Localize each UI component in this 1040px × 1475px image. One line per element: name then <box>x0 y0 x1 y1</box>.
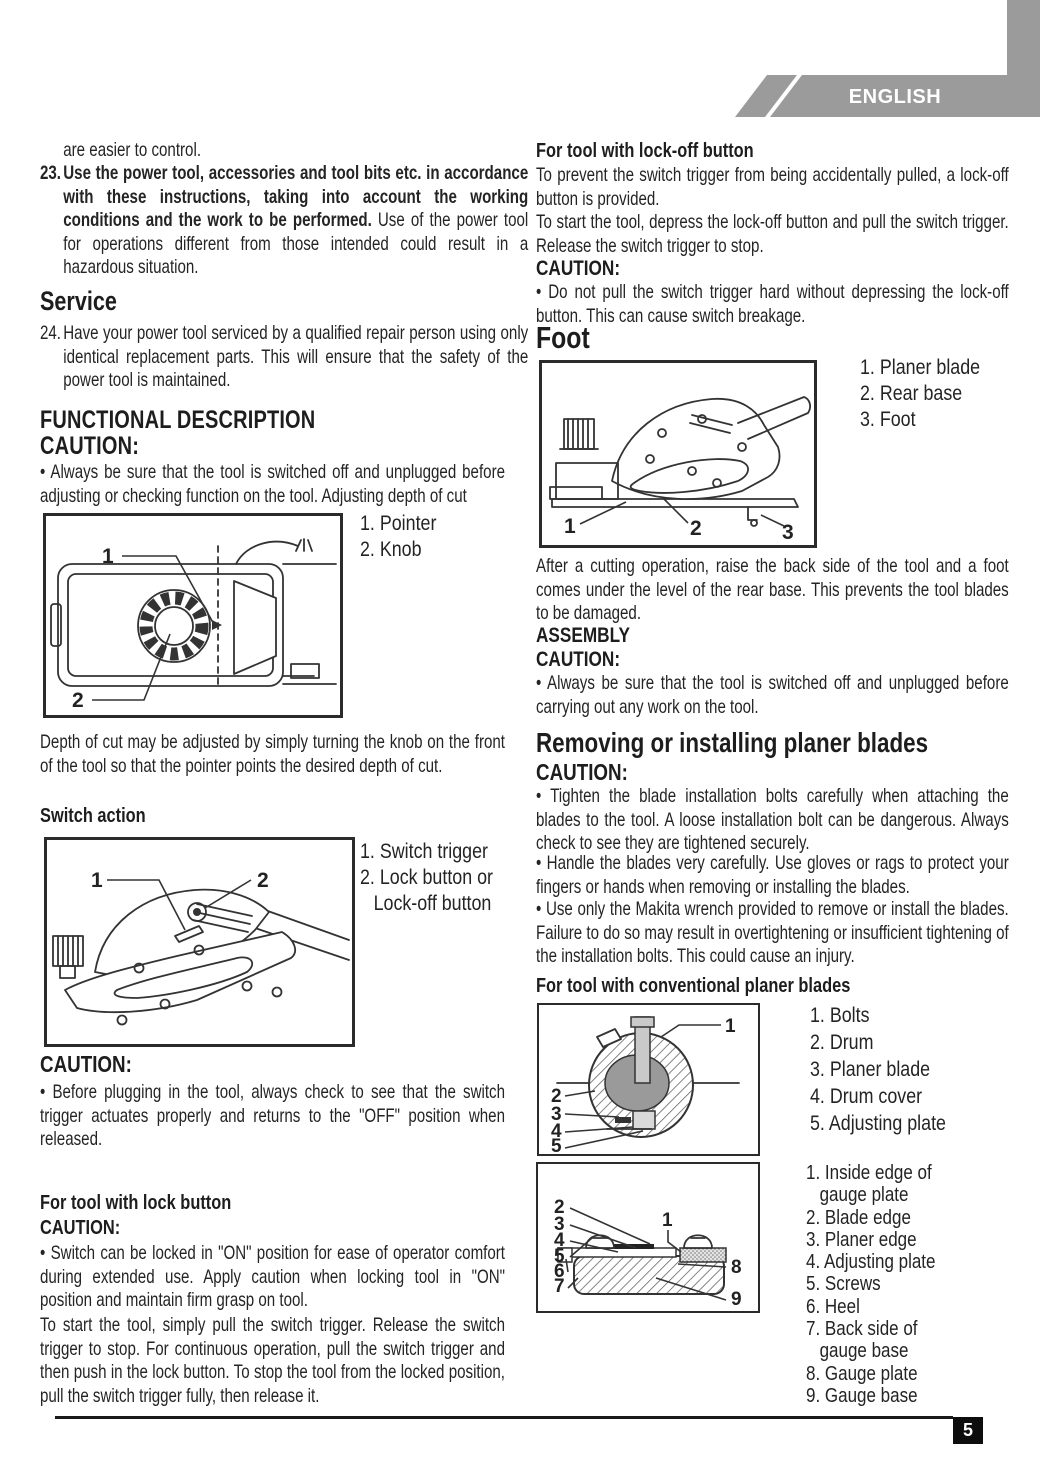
heading-caution: CAUTION: <box>40 1216 121 1239</box>
legend-line: 2. Rear base <box>860 382 963 405</box>
item-number: 24. <box>40 322 62 344</box>
heading-caution: CAUTION: <box>536 647 621 671</box>
para-bullet-tighten: • Tighten the blade installation bolts carefully when attaching the blades to the tool. A loose installation bolt can be dangerous. Always check to see they are tightened securely. <box>536 785 1009 854</box>
figure-drum <box>537 1003 760 1156</box>
planer-switch-drawing <box>47 840 352 1044</box>
legend-switch <box>360 839 493 917</box>
figure-foot <box>539 360 817 548</box>
legend-foot <box>860 355 980 433</box>
heading-foot: Foot <box>536 320 590 355</box>
para-caution-lock-on: • Switch can be locked in "ON" position for ease of operator comfort during extended use. Apply caution when locking tool in "ON" position and maintain firm grasp on tool. <box>40 1242 505 1311</box>
heading-caution: CAUTION: <box>40 1051 132 1077</box>
figure-depth-adjust <box>43 513 343 718</box>
legend-line: 9. Gauge base <box>806 1384 918 1407</box>
list-item-23 <box>40 162 528 280</box>
callout-2: 2 <box>551 1086 562 1107</box>
callout-2: 2 <box>690 517 702 540</box>
drum-drawing <box>539 1005 757 1153</box>
legend-line: 1. Pointer <box>360 512 437 535</box>
para-caution-trigger: • Before plugging in the tool, always check to see that the switch trigger actuates properly and returns to the "OFF" position when released. <box>40 1081 505 1150</box>
legend-line: 7. Back side of <box>806 1318 918 1341</box>
para-lockoff-2: To start the tool, depress the lock-off button and pull the switch trigger. Release the switch trigger to stop. <box>536 211 1009 257</box>
legend-line: 2. Drum <box>810 1031 874 1054</box>
callout-5: 5 <box>554 1246 565 1267</box>
legend-drum <box>810 1002 946 1137</box>
callout-1: 1 <box>102 545 114 568</box>
heading-caution: CAUTION: <box>40 432 140 460</box>
callout-3: 3 <box>551 1104 562 1125</box>
para-caution-assembly: • Always be sure that the tool is switched off and unplugged before carrying out any work on the tool. <box>536 672 1009 718</box>
figure-gauge <box>536 1162 760 1313</box>
callout-3: 3 <box>554 1214 565 1235</box>
heading-switch-action: Switch action <box>40 804 146 827</box>
heading-caution: CAUTION: <box>536 759 628 785</box>
para-intro: are easier to control. <box>63 139 202 161</box>
item-24-text: Have your power tool serviced by a qualified repair person using only identical replacement parts. This will ensure that the safety of the power tool is maintained. <box>63 322 529 391</box>
legend-line: 1. Bolts <box>810 1004 870 1027</box>
callout-8: 8 <box>731 1257 742 1278</box>
gauge-plate-part <box>680 1248 726 1262</box>
footer-rule <box>55 1416 953 1419</box>
legend-line: 5. Adjusting plate <box>810 1112 946 1135</box>
legend-line: 3. Planer edge <box>806 1228 917 1251</box>
para-after-cutting: After a cutting operation, raise the back side of the tool and a foot comes under the level of the rear base. This prevents the tool blades to be damaged. <box>536 555 1009 624</box>
callout-2: 2 <box>554 1197 565 1218</box>
legend-line: 3. Foot <box>860 408 916 431</box>
legend-line: 1. Planer blade <box>860 356 981 379</box>
legend-line: 1. Switch trigger <box>360 840 488 863</box>
legend-line: gauge plate <box>819 1184 909 1207</box>
legend-line: 6. Heel <box>806 1295 860 1318</box>
callout-3: 3 <box>782 521 794 544</box>
callout-2: 2 <box>257 869 269 892</box>
para-caution-adjusting: • Always be sure that the tool is switched off and unplugged before adjusting or checking function on the tool. Adjusting depth of cut <box>40 461 505 507</box>
legend-depth <box>360 511 436 563</box>
list-item-24 <box>40 322 528 393</box>
callout-2: 2 <box>72 689 84 712</box>
callout-1: 1 <box>662 1210 673 1231</box>
heading-conventional-blades: For tool with conventional planer blades <box>536 974 851 997</box>
para-depth-of-cut: Depth of cut may be adjusted by simply turning the knob on the front of the tool so that the pointer points the desired depth of cut. <box>40 731 505 777</box>
planer-front-drawing <box>46 516 340 715</box>
legend-line: 2. Lock button or <box>360 866 493 889</box>
heading-functional-description: FUNCTIONAL DESCRIPTION <box>40 406 316 434</box>
item-23-text: Use of the power tool for operations different from those intended could result in a hazardous situation. <box>63 209 529 278</box>
legend-line: 2. Knob <box>360 538 422 561</box>
legend-line: 1. Inside edge of <box>806 1162 932 1184</box>
para-start-tool: To start the tool, simply pull the switch trigger. Release the switch trigger to stop. For continuous operation, pull the switch trigger and then push in the lock button. To stop the tool from the locked position, pull the switch trigger fully, then release it. <box>40 1314 505 1407</box>
legend-line: 4. Adjusting plate <box>806 1251 936 1274</box>
heading-removing-blades: Removing or installing planer blades <box>536 727 929 758</box>
callout-5: 5 <box>551 1136 562 1153</box>
gauge-drawing <box>538 1164 757 1310</box>
heading-lock-button: For tool with lock button <box>40 1191 232 1214</box>
callout-4: 4 <box>551 1121 562 1142</box>
heading-service: Service <box>40 286 117 316</box>
heading-assembly: ASSEMBLY <box>536 623 630 647</box>
legend-line: 2. Blade edge <box>806 1206 911 1229</box>
foot-part <box>748 507 757 520</box>
planer-side-drawing <box>542 363 814 545</box>
legend-line: 4. Drum cover <box>810 1085 923 1108</box>
item-23-bold-text: Use the power tool, accessories and tool bits etc. in accordance with these instructions, taking into account the working conditions and the work to be performed. <box>63 162 529 231</box>
legend-line: 5. Screws <box>806 1273 881 1296</box>
para-bullet-wrench: • Use only the Makita wrench provided to remove or install the blades. Failure to do so may result in overtightening or insufficient tightening of the installation bolts. This could cause an injury. <box>536 898 1009 967</box>
callout-7: 7 <box>554 1276 565 1297</box>
item-number: 23. <box>40 162 62 184</box>
legend-line: 3. Planer blade <box>810 1058 931 1081</box>
language-banner-label: ENGLISH <box>848 86 942 108</box>
callout-9: 9 <box>731 1289 742 1310</box>
callout-1: 1 <box>564 515 576 538</box>
language-banner <box>700 0 1040 125</box>
figure-switch-action <box>44 837 355 1047</box>
heading-caution: CAUTION: <box>536 256 621 280</box>
callout-1: 1 <box>725 1016 736 1037</box>
callout-1: 1 <box>91 869 103 892</box>
legend-line: Lock-off button <box>373 892 492 915</box>
heading-lock-off-button: For tool with lock-off button <box>536 139 754 162</box>
callout-6: 6 <box>554 1261 565 1282</box>
legend-line: 8. Gauge plate <box>806 1362 918 1385</box>
legend-gauge <box>806 1162 935 1407</box>
para-caution-lockoff: • Do not pull the switch trigger hard without depressing the lock-off button. This can cause switch breakage. <box>536 281 1009 327</box>
para-lockoff-1: To prevent the switch trigger from being accidentally pulled, a lock-off button is provided. <box>536 164 1009 210</box>
para-bullet-handle: • Handle the blades very carefully. Use gloves or rags to protect your fingers or hands when removing or installing the blades. <box>536 852 1009 898</box>
page-number: 5 <box>953 1417 983 1444</box>
legend-line: gauge base <box>819 1340 909 1363</box>
callout-4: 4 <box>554 1230 565 1251</box>
